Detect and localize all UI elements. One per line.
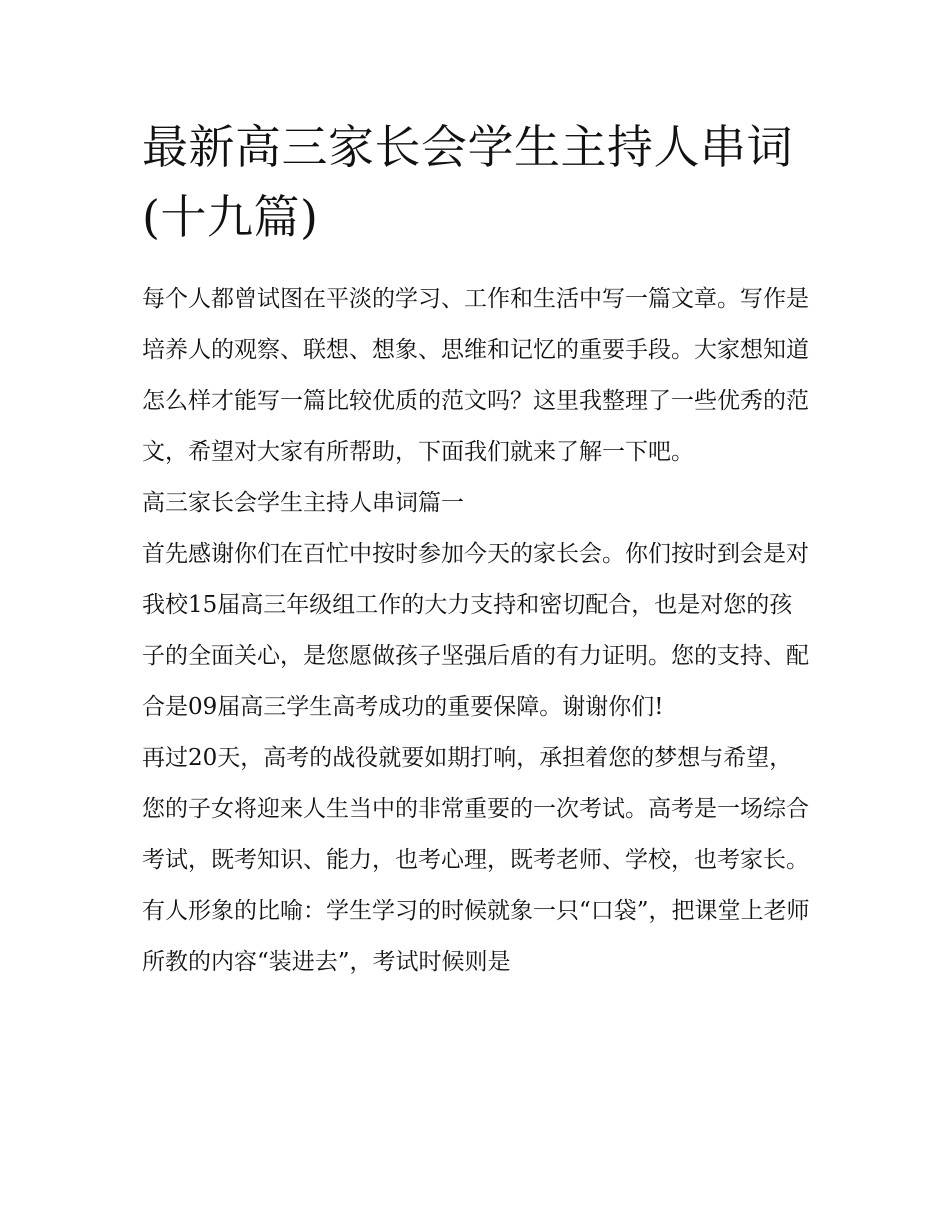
section-heading: 高三家长会学生主持人串词篇一 bbox=[142, 490, 464, 516]
document-page bbox=[142, 112, 814, 988]
body-paragraph-2: 再过20天，高考的战役就要如期打响，承担着您的梦想与希望，您的子女将迎来人生当中的非常重要的一次考试。高考是一场综合考试，既考知识、能力，也考心理，既考老师、学校，也考家长。有人形象的比喻：学生学习的时候就象一只“口袋”，把课堂上老师所教的内容“装进去”，考试时候则是 bbox=[142, 745, 810, 975]
body-paragraph-1: 首先感谢你们在百忙中按时参加今天的家长会。你们按时到会是对我校15届高三年级组工作的大力支持和密切配合，也是对您的孩子的全面关心，是您愿做孩子坚强后盾的有力证明。您的支持、配合是09届高三学生高考成功的重要保障。谢谢你们! bbox=[142, 541, 809, 720]
intro-paragraph: 每个人都曾试图在平淡的学习、工作和生活中写一篇文章。写作是培养人的观察、联想、想象、思维和记忆的重要手段。大家想知道怎么样才能写一篇比较优质的范文吗？这里我整理了一些优秀的范文，希望对大家有所帮助，下面我们就来了解一下吧。 bbox=[142, 286, 809, 465]
document-title: 最新高三家长会学生主持人串词(十九篇) bbox=[142, 120, 793, 244]
